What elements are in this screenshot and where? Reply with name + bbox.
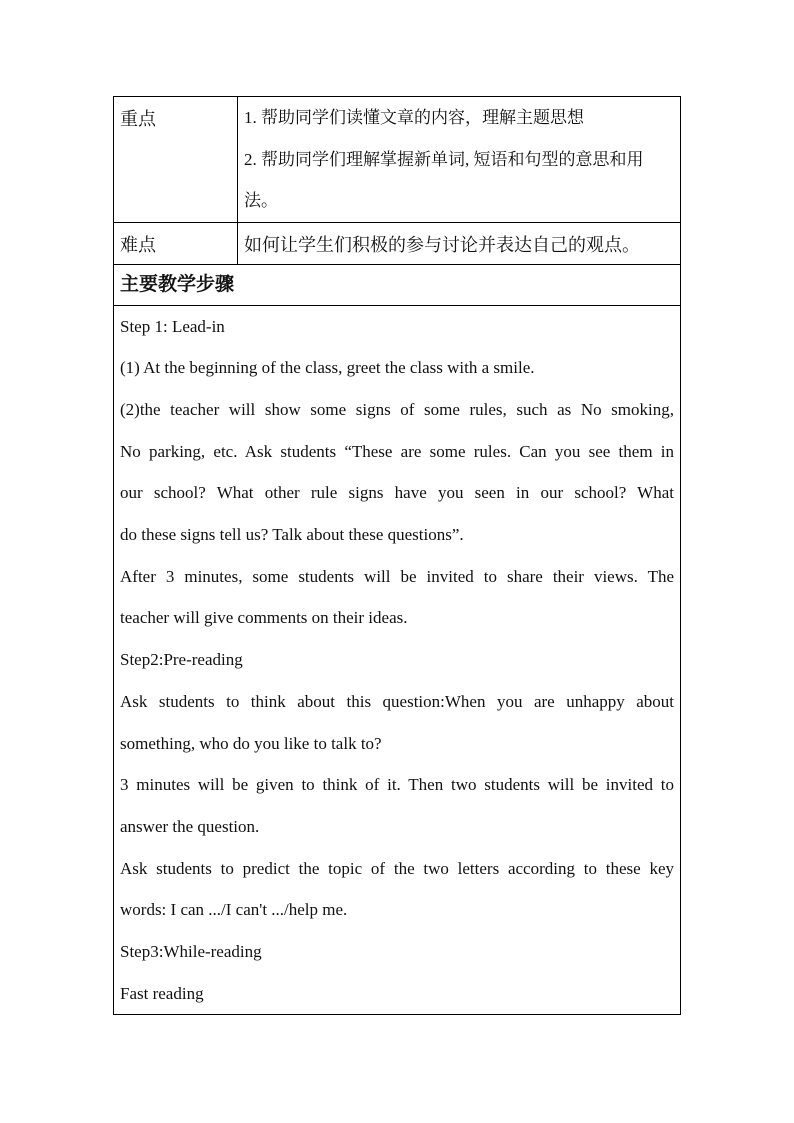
- body-line: 3 minutes will be given to think of it. Then two students will be invited to: [120, 775, 674, 795]
- main-steps-title-row: [114, 264, 681, 305]
- body-line: (2)the teacher will show some signs of some rules, such as No smoking,: [120, 399, 674, 419]
- body-line: do these signs tell us? Talk about these questions”.: [120, 525, 464, 545]
- body-line: After 3 minutes, some students will be invited to share their views. The: [120, 566, 674, 586]
- key-points-label: 重点: [120, 109, 156, 129]
- difficult-points-text: 如何让学生们积极的参与讨论并表达自己的观点。: [244, 234, 640, 255]
- step-heading: Step2:Pre-reading: [120, 650, 243, 670]
- main-steps-body-cell: [114, 305, 681, 1015]
- body-line: words: I can .../I can't .../help me.: [120, 900, 348, 920]
- lesson-plan-table: [113, 96, 681, 1015]
- difficult-points-content-cell: [238, 222, 681, 264]
- key-point-line: 2. 帮助同学们理解掌握新单词, 短语和句型的意思和用: [244, 149, 644, 169]
- difficult-points-label-cell: [114, 222, 238, 264]
- key-point-line: 1. 帮助同学们读懂文章的内容，理解主题思想: [244, 108, 584, 127]
- body-line: something, who do you like to talk to?: [120, 733, 382, 753]
- body-line: Fast reading: [120, 983, 204, 1003]
- body-line: Ask students to think about this question:When you are unhappy about: [120, 691, 674, 711]
- difficult-points-row: [114, 222, 681, 264]
- key-points-row: [114, 97, 681, 223]
- difficult-points-label: 难点: [120, 234, 156, 255]
- key-points-label-cell: [114, 97, 238, 223]
- step-heading: Step 1: Lead-in: [120, 316, 225, 336]
- main-steps-title: 主要教学步骤: [120, 273, 235, 295]
- step-heading: Step3:While-reading: [120, 942, 262, 962]
- body-line: answer the question.: [120, 816, 260, 836]
- body-line: (1) At the beginning of the class, greet the class with a smile.: [120, 358, 535, 378]
- key-points-content-cell: [238, 97, 681, 223]
- body-line: teacher will give comments on their ideas.: [120, 608, 408, 628]
- main-steps-title-cell: [114, 264, 681, 305]
- body-line: Ask students to predict the topic of the two letters according to these key: [120, 858, 674, 878]
- main-steps-body-row: [114, 305, 681, 1015]
- body-line: our school? What other rule signs have you seen in our school? What: [120, 483, 674, 503]
- key-point-line: 法。: [244, 191, 278, 210]
- body-line: No parking, etc. Ask students “These are some rules. Can you see them in: [120, 441, 674, 461]
